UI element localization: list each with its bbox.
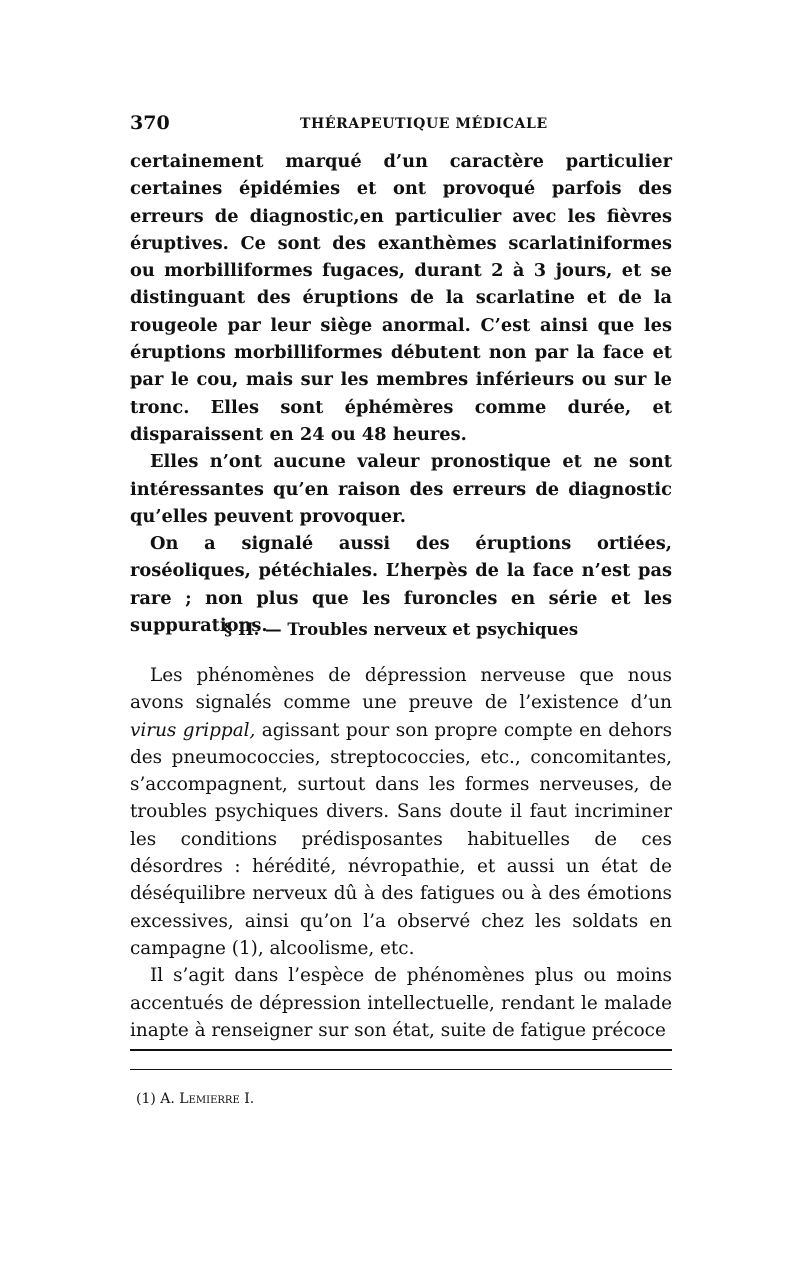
- italic-term: virus grippal,: [130, 719, 256, 741]
- page-header: [130, 112, 670, 142]
- footnote-separator-thin: [130, 1069, 672, 1070]
- section-heading: § II. — Troubles nerveux et psychiques: [223, 620, 579, 639]
- page-number: 370: [130, 112, 170, 134]
- footnote-marker: (1): [136, 1091, 156, 1107]
- body-text-block: [130, 662, 672, 1044]
- footnote: [136, 1091, 254, 1107]
- paragraph-text-end: agissant pour son propre compte en dehors des pneumococcies, streptococcies, etc., concomitantes, s’accompagnent, surtout dans les formes nerveuses, de troubles psychiques divers. Sans doute il faut incriminer les conditions prédisposantes habituelles de ces désordres : hérédité, névropathie, et aussi un état de déséquilibre nerveux dû à des fatigues ou à des émotions excessives, ainsi qu’on l’a observé chez les soldats en campagne (1), alcoolisme, etc.: [130, 719, 673, 959]
- paragraph-nervous-depression: [130, 662, 672, 962]
- paragraph-eruptions: certainement marqué d’un caractère particulier certaines épidémies et ont provoqué parfois des erreurs de diagnostic,en particulier avec les fièvres éruptives. Ce sont des exanthèmes scarlatiniformes ou morbilliformes fugaces, durant 2 à 3 jours, et se distinguant des éruptions de la scarlatine et de la rougeole par leur siège anormal. C’est ainsi que les éruptions morbilliformes débutent non par la face et par le cou, mais sur les membres inférieurs ou sur le tronc. Elles sont éphémères comme durée, et disparaissent en 24 ou 48 heures.: [130, 151, 672, 445]
- footnote-separator: [130, 1049, 672, 1051]
- paragraph-text-start: Les phénomènes de dépression nerveuse que nous avons signalés comme une preuve de l’existence d’un: [130, 665, 672, 714]
- paragraph-intellectual-depression: Il s’agit dans l’espèce de phénomènes plus ou moins accentués de dépression intellectuelle, rendant le malade inapte à renseigner sur son état, suite de fatigue précoce: [130, 965, 672, 1041]
- bold-text-block: [130, 148, 672, 639]
- footnote-text: A. Lemierre I.: [160, 1091, 255, 1107]
- paragraph-other-eruptions: On a signalé aussi des éruptions ortiées, roséoliques, pétéchiales. L’herpès de la face n’est pas rare ; non plus que les furoncles en série et les suppurations.: [130, 533, 672, 637]
- paragraph-prognosis: Elles n’ont aucune valeur pronostique et ne sont intéressantes qu’en raison des erreurs de diagnostic qu’elles peuvent provoquer.: [130, 451, 672, 527]
- running-title: THÉRAPEUTIQUE MÉDICALE: [300, 116, 548, 132]
